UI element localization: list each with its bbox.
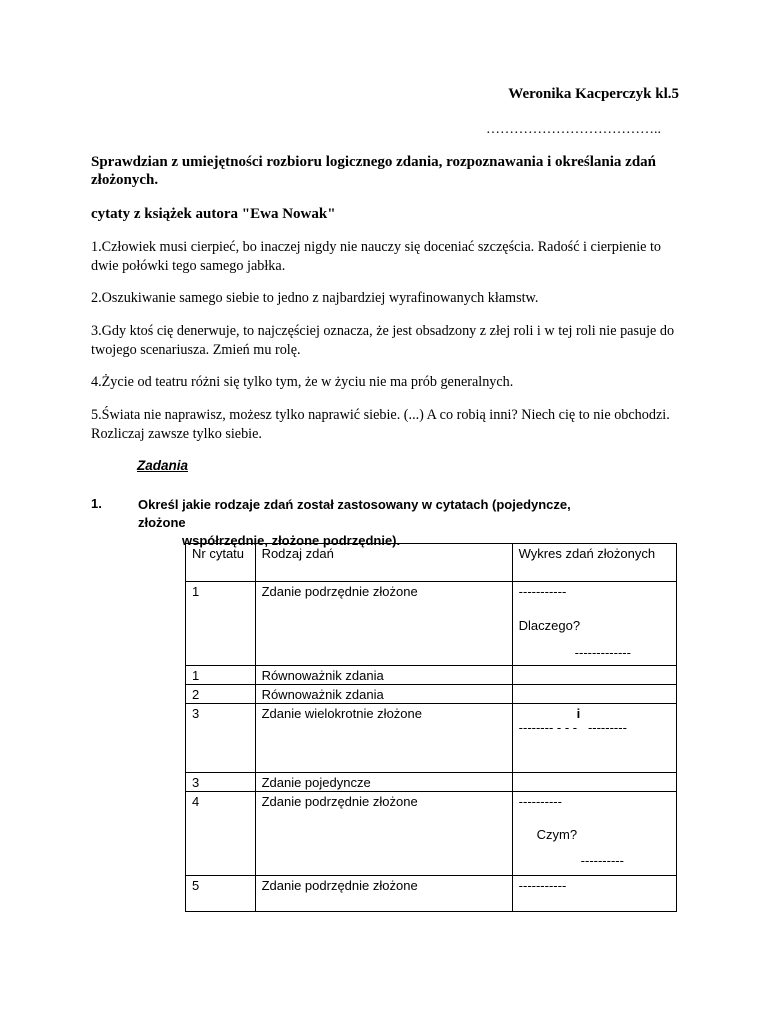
task-number: 1. <box>91 496 102 511</box>
quote-3: 3.Gdy ktoś cię denerwuje, to najczęściej oznacza, że jest obsadzony z złej roli i w tej roli nie pasuje do twojego scenariusza. Zmień mu rolę. <box>91 323 675 358</box>
quotes-source: cytaty z książek autora "Ewa Nowak" <box>91 206 336 222</box>
cell-nr: 2 <box>186 685 256 704</box>
table-row <box>186 876 677 912</box>
wykres-line: ---------- <box>518 794 562 809</box>
header-wykres: Wykres zdań złożonych <box>512 544 676 582</box>
cell-wykres <box>512 704 676 773</box>
cell-wykres <box>512 666 676 685</box>
table-row <box>186 666 677 685</box>
table-row <box>186 685 677 704</box>
cell-nr: 5 <box>186 876 256 912</box>
task-line-2: współrzędnie, złożone podrzędnie). <box>182 533 401 548</box>
cell-nr: 3 <box>186 704 256 773</box>
wykres-line: ----------- <box>518 584 567 599</box>
task-instruction <box>138 496 608 550</box>
header-nr: Nr cytatu <box>186 544 256 582</box>
cell-nr: 4 <box>186 792 256 876</box>
cell-rodzaj: Zdanie podrzędnie złożone <box>255 582 512 666</box>
cell-rodzaj: Równoważnik zdania <box>255 685 512 704</box>
cell-wykres <box>512 792 676 876</box>
cell-nr: 1 <box>186 582 256 666</box>
test-title: Sprawdzian z umiejętności rozbioru logicznego zdania, rozpoznawania i określania zdań złożonych. <box>91 154 657 188</box>
task-line-1: Określ jakie rodzaje zdań został zastosowany w cytatach (pojedyncze, złożone <box>138 497 571 530</box>
cell-rodzaj: Zdanie podrzędnie złożone <box>255 792 512 876</box>
dotted-line: ……………………………….. <box>486 122 661 137</box>
wykres-line: ------------- <box>574 645 631 660</box>
cell-rodzaj: Zdanie wielokrotnie złożone <box>255 704 512 773</box>
cell-rodzaj: Zdanie podrzędnie złożone <box>255 876 512 912</box>
wykres-conjunction: i <box>576 706 581 721</box>
quote-4: 4.Życie od teatru różni się tylko tym, że w życiu nie ma prób generalnych. <box>91 374 514 390</box>
header-rodzaj: Rodzaj zdań <box>255 544 512 582</box>
tasks-heading: Zadania <box>137 458 189 473</box>
cell-rodzaj: Równoważnik zdania <box>255 666 512 685</box>
cell-wykres <box>512 773 676 792</box>
cell-wykres <box>512 582 676 666</box>
quote-1: 1.Człowiek musi cierpieć, bo inaczej nigdy nie nauczy się doceniać szczęścia. Radość i cierpienie to dwie połówki tego samego jabłka. <box>91 239 662 274</box>
wykres-question: Dlaczego? <box>518 618 581 633</box>
cell-nr: 3 <box>186 773 256 792</box>
table-row <box>186 582 677 666</box>
quote-5: 5.Świata nie naprawisz, możesz tylko naprawić siebie. (...) A co robią inni? Niech cię to nie obchodzi. Rozliczaj zawsze tylko siebie. <box>91 407 670 442</box>
cell-wykres <box>512 876 676 912</box>
cell-wykres <box>512 685 676 704</box>
cell-nr: 1 <box>186 666 256 685</box>
wykres-line: ----------- <box>518 878 567 893</box>
quote-2: 2.Oszukiwanie samego siebie to jedno z najbardziej wyrafinowanych kłamstw. <box>91 290 539 306</box>
table-row <box>186 792 677 876</box>
wykres-line: -------- - - - --------- <box>518 720 627 735</box>
table-row <box>186 773 677 792</box>
wykres-question: Czym? <box>536 827 578 842</box>
author-name: Weronika Kacperczyk kl.5 <box>508 86 679 102</box>
table-row <box>186 704 677 773</box>
cell-rodzaj: Zdanie pojedyncze <box>255 773 512 792</box>
table-header-row <box>186 544 677 582</box>
wykres-line: ---------- <box>580 853 624 868</box>
answer-table <box>185 543 677 912</box>
